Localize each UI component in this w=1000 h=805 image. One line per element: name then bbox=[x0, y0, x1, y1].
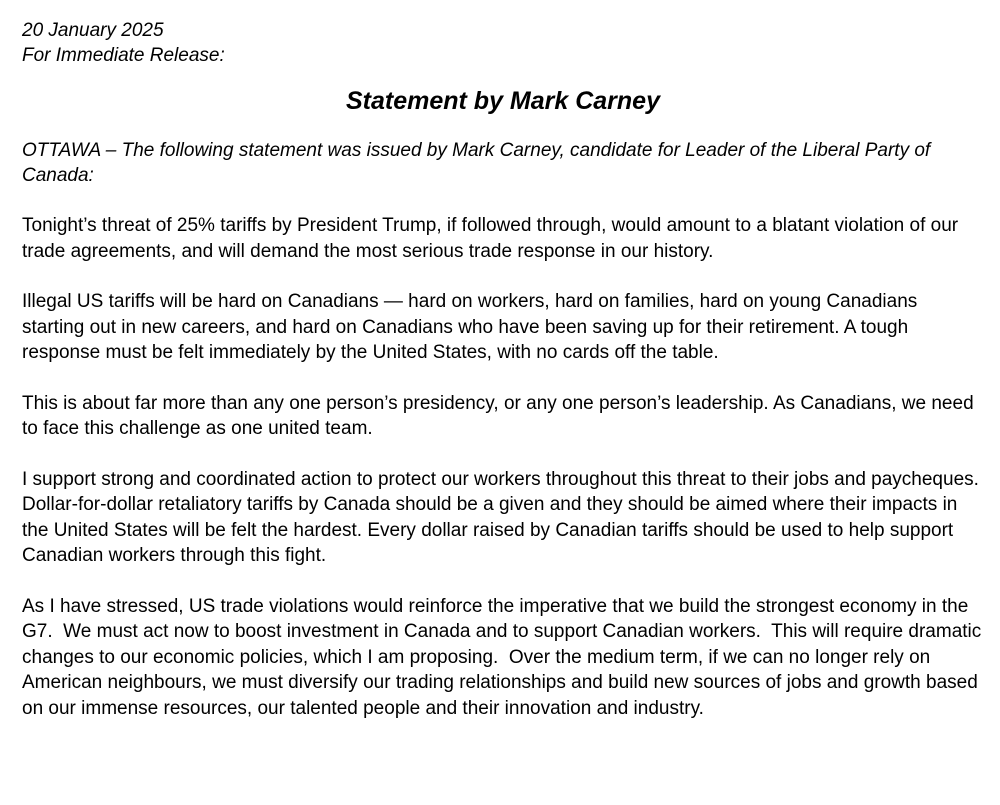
press-release-document bbox=[22, 18, 987, 746]
paragraph-4: I support strong and coordinated action to protect our workers throughout this threat to their jobs and paycheques. Dollar-for-dollar retaliatory tariffs by Canada should be a given and they should be aimed where their impacts in the United States will be felt the hardest. Every dollar raised by Canadian tariffs should be used to help support Canadian workers through this fight. bbox=[22, 468, 985, 566]
release-date: 20 January 2025 bbox=[22, 20, 164, 41]
paragraph-1: Tonight’s threat of 25% tariffs by President Trump, if followed through, would amount to a blatant violation of our trade agreements, and will demand the most serious trade response in our history. bbox=[22, 215, 964, 262]
release-type: For Immediate Release: bbox=[22, 45, 225, 66]
paragraph-5: As I have stressed, US trade violations would reinforce the imperative that we build the strongest economy in the G7. We must act now to boost investment in Canada and to support Canadian workers. This will require dramatic changes to our economic policies, which I am proposing. Over the medium term, if we can no longer rely on American neighbours, we must diversify our trading relationships and build new sources of jobs and growth based on our immense resources, our talented people and their innovation and industry. bbox=[22, 595, 987, 719]
paragraph-2: Illegal US tariffs will be hard on Canadians — hard on workers, hard on families, hard on young Canadians starting out in new careers, and hard on Canadians who have been saving up for their retirement. A tough response must be felt immediately by the United States, with no cards off the table. bbox=[22, 291, 923, 363]
dateline-lead: OTTAWA – The following statement was issued by Mark Carney, candidate for Leader of the Liberal Party of Canada: bbox=[22, 140, 931, 186]
paragraph-3: This is about far more than any one person’s presidency, or any one person’s leadership. As Canadians, we need to face this challenge as one united team. bbox=[22, 392, 979, 439]
statement-title: Statement by Mark Carney bbox=[345, 87, 660, 115]
